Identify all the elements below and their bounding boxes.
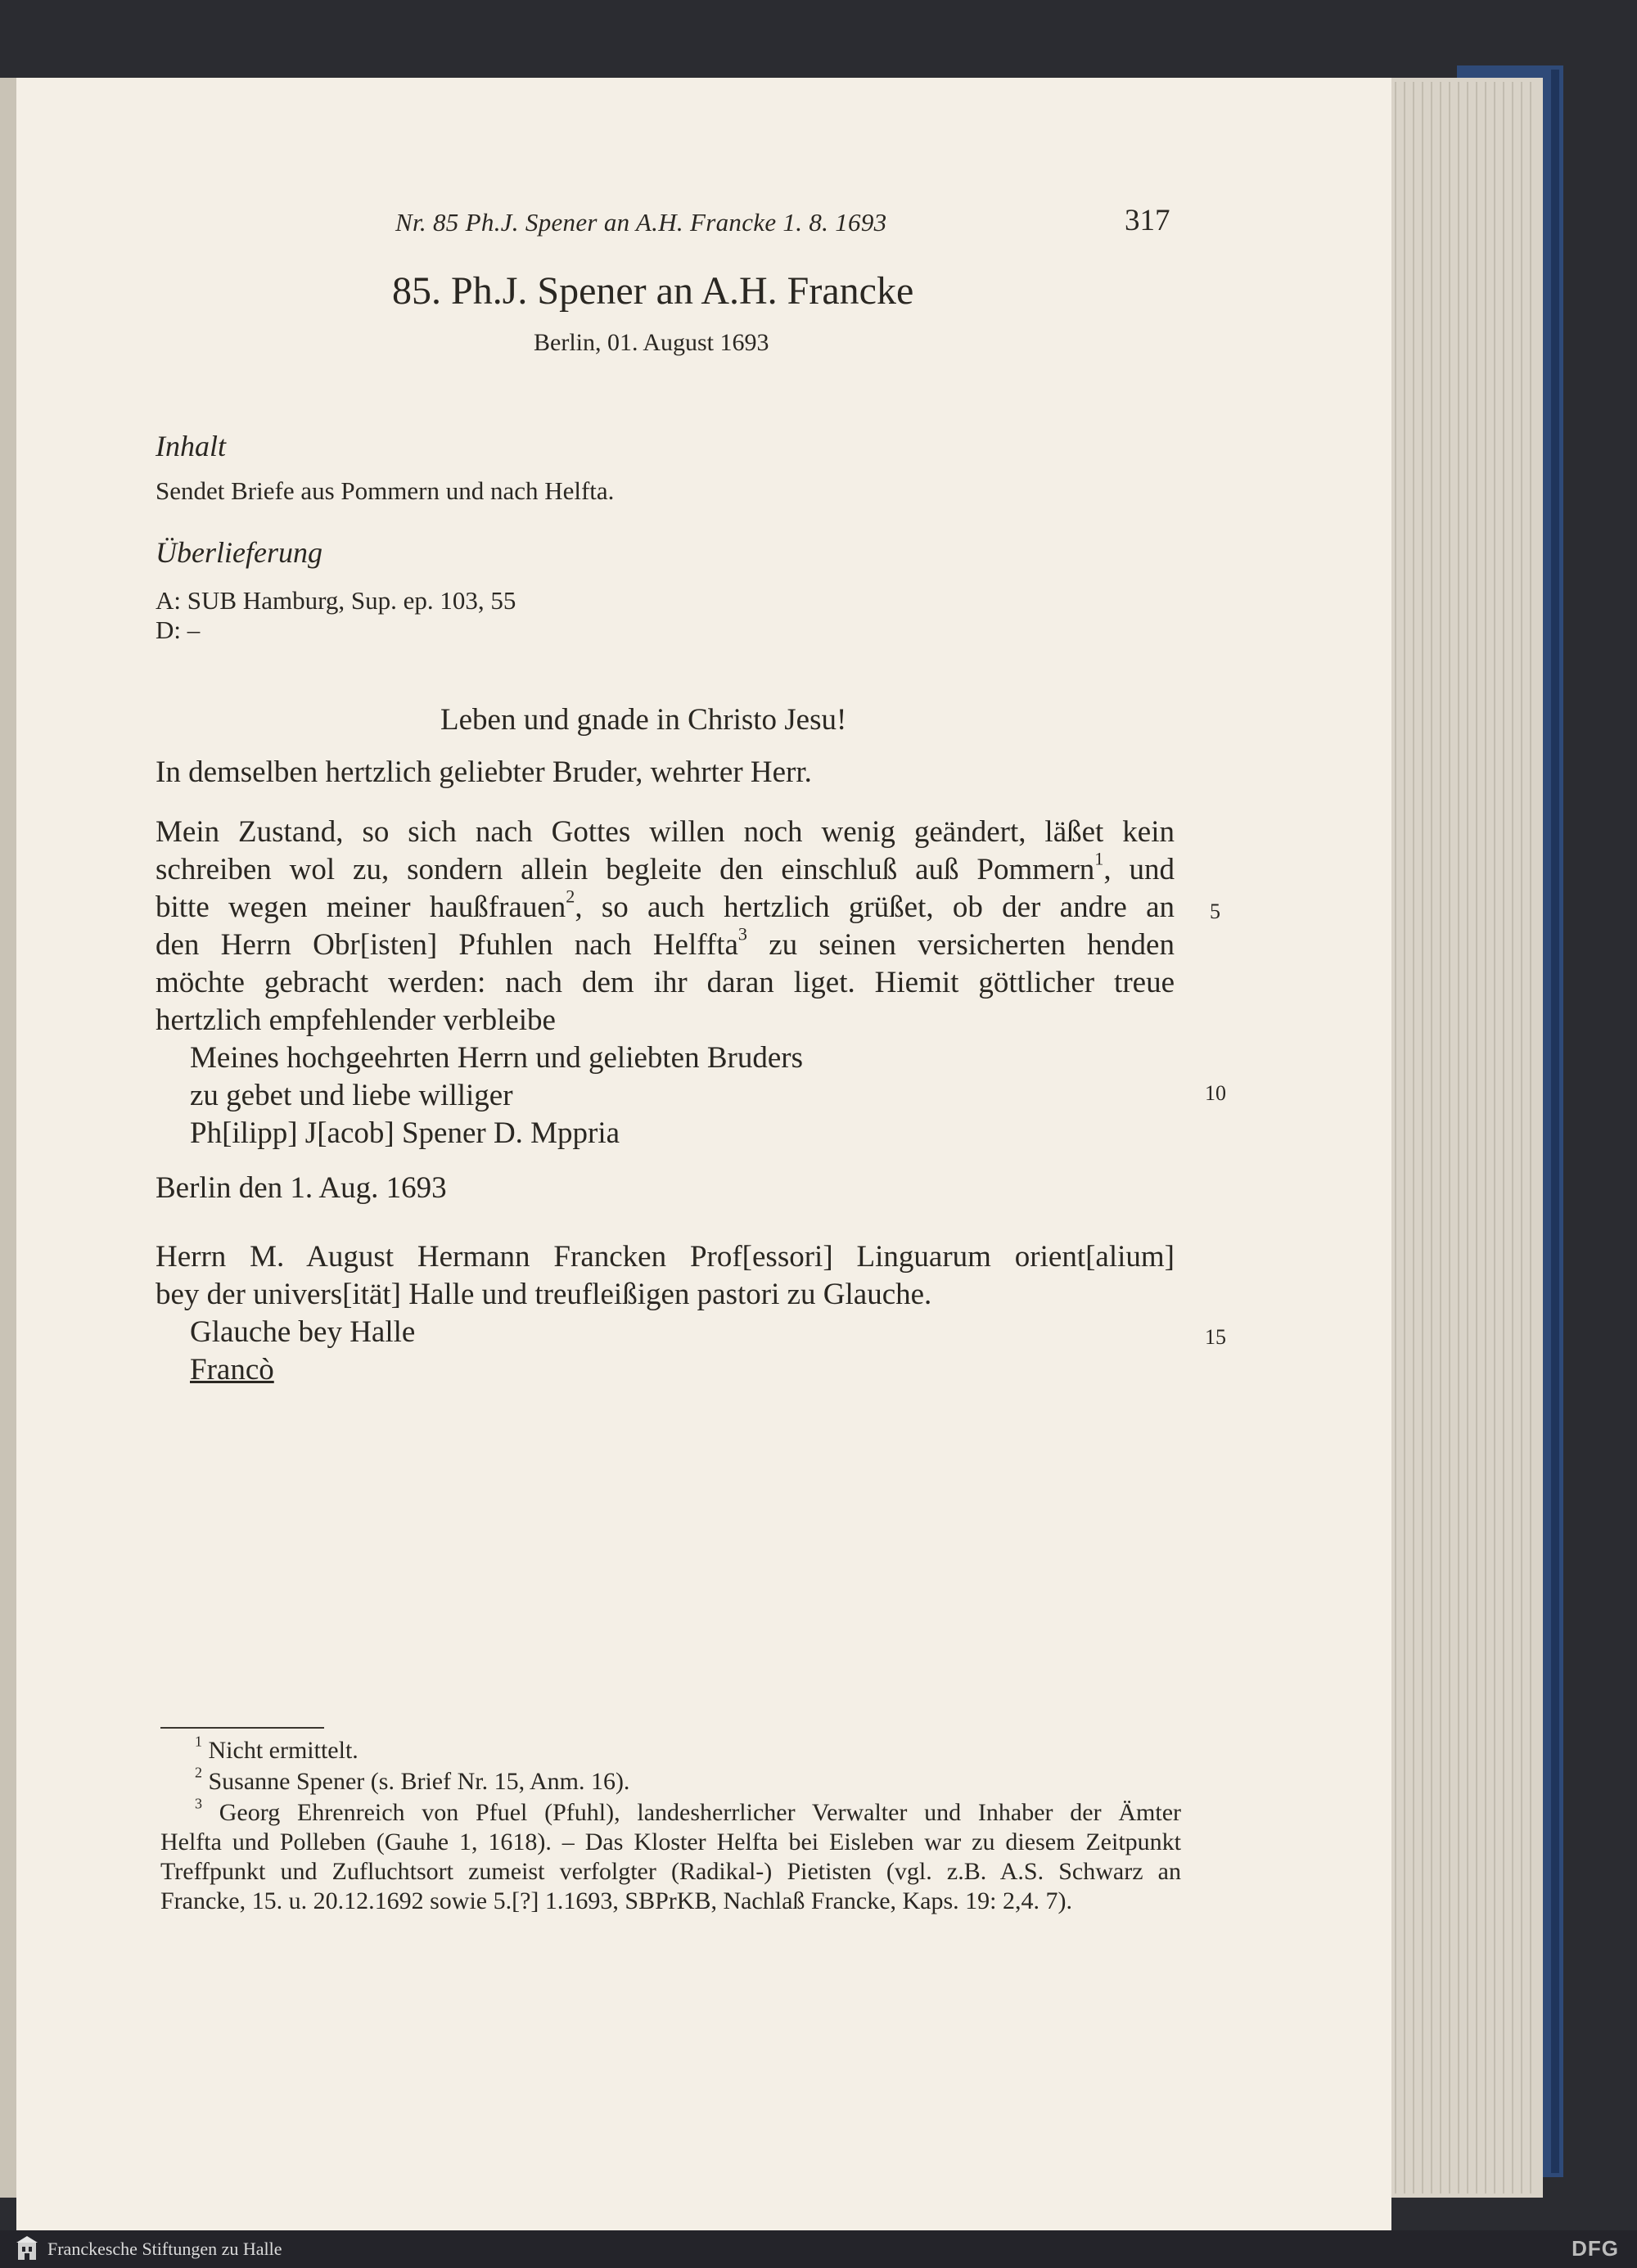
ueberlieferung-d: D: –	[156, 615, 201, 644]
recipient-address-2: bey der univers[ität] Halle und treufleißigen pastori zu Glauche.	[156, 1278, 932, 1311]
inhalt-heading: Inhalt	[156, 430, 226, 462]
footnote-separator	[160, 1727, 324, 1729]
recipient-address-4: Francò	[190, 1353, 274, 1387]
letter-line-2: schreiben wol zu, sondern allein begleite den einschluß auß Pommern$^1$, und	[156, 848, 1175, 886]
footnote-3-line-2: Helfta und Polleben (Gauhe 1, 1618). – Das Kloster Helfta bei Eisleben war zu diesem Zeitpunkt	[160, 1828, 1181, 1855]
letter-line-5: möchte gebracht werden: nach dem ihr daran liget. Hiemit göttlicher treue	[156, 966, 1175, 999]
dfg-logo: DFG	[1572, 2236, 1619, 2261]
footnote-3-line-4: Francke, 15. u. 20.12.1692 sowie 5.[?] 1.1693, SBPrKB, Nachlaß Francke, Kaps. 19: 2,4. 7).	[160, 1887, 1072, 1914]
footnote-3-line-3: Treffpunkt und Zufluchtsort zumeist verfolgter (Radikal-) Pietisten (vgl. z.B. A.S. Schwarz an	[160, 1858, 1181, 1885]
footnote-mark-2: 2	[566, 886, 575, 907]
footnote-mark-3: 3	[737, 923, 748, 945]
footnote-2: $^2$ Susanne Spener (s. Brief Nr. 15, Anm. 16).	[195, 1764, 630, 1795]
institution-name: Franckesche Stiftungen zu Halle	[47, 2239, 282, 2259]
recipient-address-1: Herrn M. August Hermann Francken Prof[essori] Linguarum orient[alium]	[156, 1240, 1175, 1274]
date-line: Berlin den 1. Aug. 1693	[156, 1171, 447, 1205]
footnote-mark-1: 1	[1094, 848, 1104, 869]
signature-line: Ph[ilipp] J[acob] Spener D. Mppria	[190, 1116, 620, 1150]
salutation: Leben und gnade in Christo Jesu!	[440, 703, 847, 737]
ueberlieferung-heading: Überlieferung	[156, 536, 322, 569]
letter-line-1: Mein Zustand, so sich nach Gottes willen noch wenig geändert, läßet kein	[156, 815, 1175, 849]
line-number-10: 10	[1205, 1081, 1226, 1105]
line-number-15: 15	[1205, 1325, 1226, 1349]
page-number: 317	[1125, 204, 1170, 237]
footnote-3-line-1: $^3$ Georg Ehrenreich von Pfuel (Pfuhl), landesherrlicher Verwalter und Inhaber der Ämter	[195, 1795, 1181, 1826]
letter-line-4: den Herrn Obr[isten] Pfuhlen nach Helffta$^3$ zu seinen versicherten henden	[156, 923, 1175, 962]
ueberlieferung-a: A: SUB Hamburg, Sup. ep. 103, 55	[156, 586, 516, 615]
place-date: Berlin, 01. August 1693	[534, 329, 769, 356]
inhalt-text: Sendet Briefe aus Pommern und nach Helfta.	[156, 476, 615, 505]
institution-logo-icon	[15, 2235, 39, 2263]
letter-title: 85. Ph.J. Spener an A.H. Francke	[392, 269, 914, 313]
address-line: In demselben hertzlich geliebter Bruder, wehrter Herr.	[156, 755, 812, 789]
letter-line-3: bitte wegen meiner haußfrauen$^2$, so auch hertzlich grüßet, ob der andre an	[156, 886, 1175, 924]
footnote-1: $^1$ Nicht ermittelt.	[195, 1733, 359, 1764]
letter-line-6: hertzlich empfehlender verbleibe	[156, 1003, 556, 1037]
recipient-address-3: Glauche bey Halle	[190, 1315, 416, 1349]
letter-line-7: Meines hochgeehrten Herrn und geliebten Bruders	[190, 1041, 803, 1075]
letter-line-8: zu gebet und liebe williger	[190, 1079, 513, 1112]
line-number-5: 5	[1210, 900, 1220, 923]
running-head: Nr. 85 Ph.J. Spener an A.H. Francke 1. 8. 1693	[395, 208, 887, 237]
footer-bar	[0, 2230, 1637, 2268]
